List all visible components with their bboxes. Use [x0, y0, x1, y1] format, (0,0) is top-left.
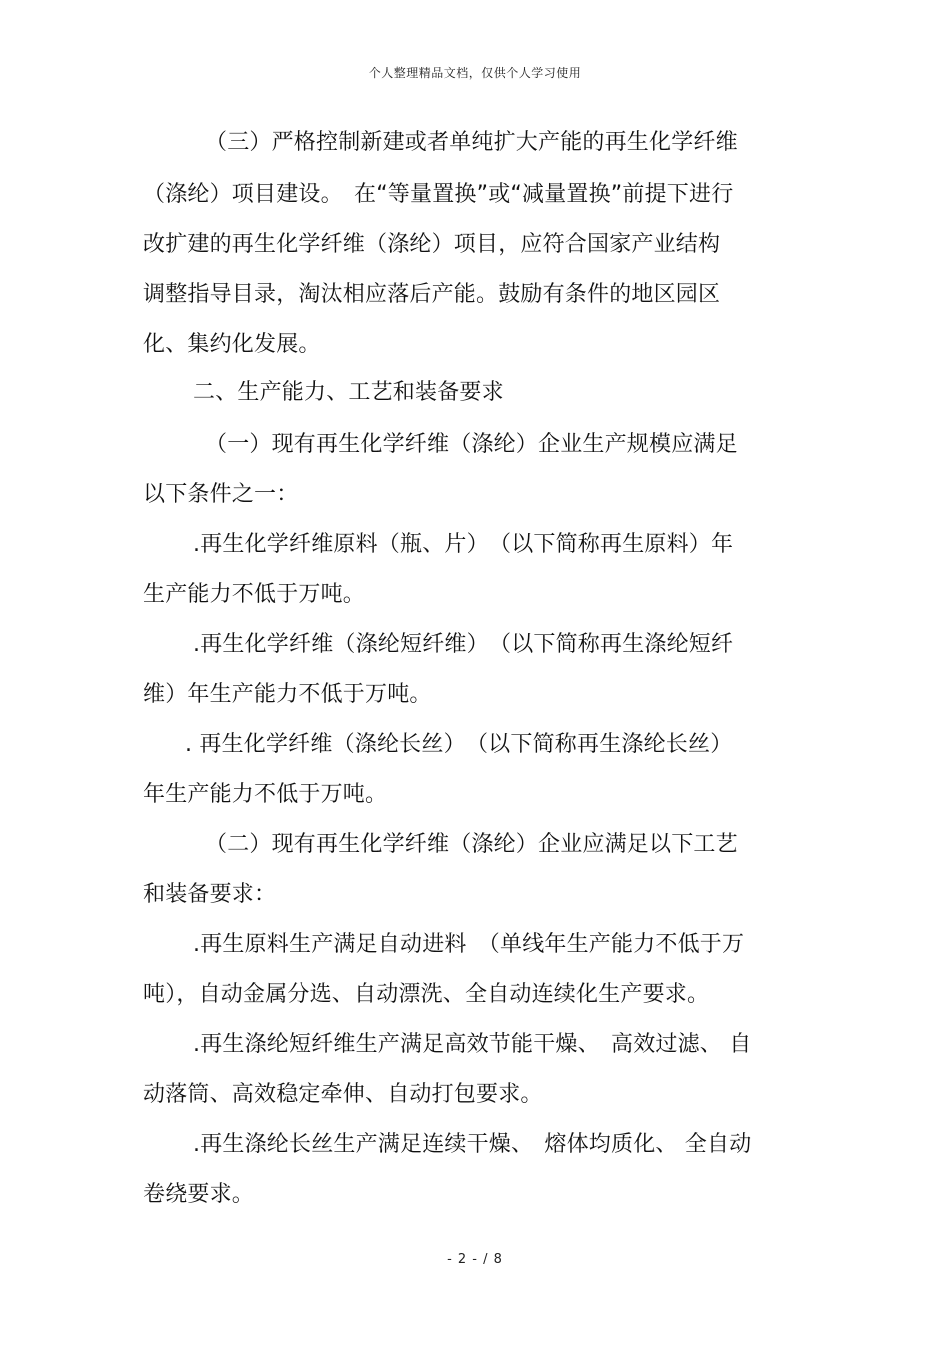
paragraph-line: （三）严格控制新建或者单纯扩大产能的再生化学纤维	[205, 130, 738, 155]
list-item-line: 卷绕要求。	[143, 1182, 255, 1207]
list-item-line: .再生原料生产满足自动进料 （单线年生产能力不低于万	[193, 932, 745, 957]
list-item-line: 生产能力不低于万吨。	[143, 582, 366, 607]
list-item-line: .再生涤纶短纤维生产满足高效节能干燥、 高效过滤、 自	[193, 1032, 752, 1057]
list-item-line: 年生产能力不低于万吨。	[143, 782, 388, 807]
section-heading: 二、生产能力、工艺和装备要求	[193, 380, 504, 405]
paragraph-line: 调整指导目录，淘汰相应落后产能。鼓励有条件的地区园区	[143, 282, 721, 307]
paragraph-line: 改扩建的再生化学纤维（涤纶）项目，应符合国家产业结构	[143, 232, 721, 257]
paragraph-line: 和装备要求：	[143, 882, 277, 907]
paragraph-line: （涤纶）项目建设。 在“等量置换”或“减量置换”前提下进行	[143, 182, 734, 207]
page-number: - 2 - / 8	[447, 1252, 503, 1267]
list-item-line: .再生化学纤维原料（瓶、片） （以下简称再生原料）年	[193, 532, 734, 557]
list-item-line: .再生涤纶长丝生产满足连续干燥、 熔体均质化、 全自动	[193, 1132, 752, 1157]
list-item-line: 吨），自动金属分选、自动漂洗、全自动连续化生产要求。	[143, 982, 710, 1007]
list-item-line: 动落筒、高效稳定牵伸、自动打包要求。	[143, 1082, 543, 1107]
list-item-line: .再生化学纤维（涤纶短纤维） （以下简称再生涤纶短纤	[193, 632, 734, 657]
paragraph-line: （一）现有再生化学纤维（涤纶）企业生产规模应满足	[205, 432, 738, 457]
list-item-line: . 再生化学纤维（涤纶长丝） （以下简称再生涤纶长丝）	[185, 732, 733, 757]
paragraph-line: 化、集约化发展。	[143, 332, 321, 357]
page-header: 个人整理精品文档，仅供个人学习使用	[368, 66, 582, 80]
paragraph-line: （二）现有再生化学纤维（涤纶）企业应满足以下工艺	[205, 832, 738, 857]
list-item-line: 维）年生产能力不低于万吨。	[143, 682, 432, 707]
paragraph-line: 以下条件之一：	[143, 482, 299, 507]
